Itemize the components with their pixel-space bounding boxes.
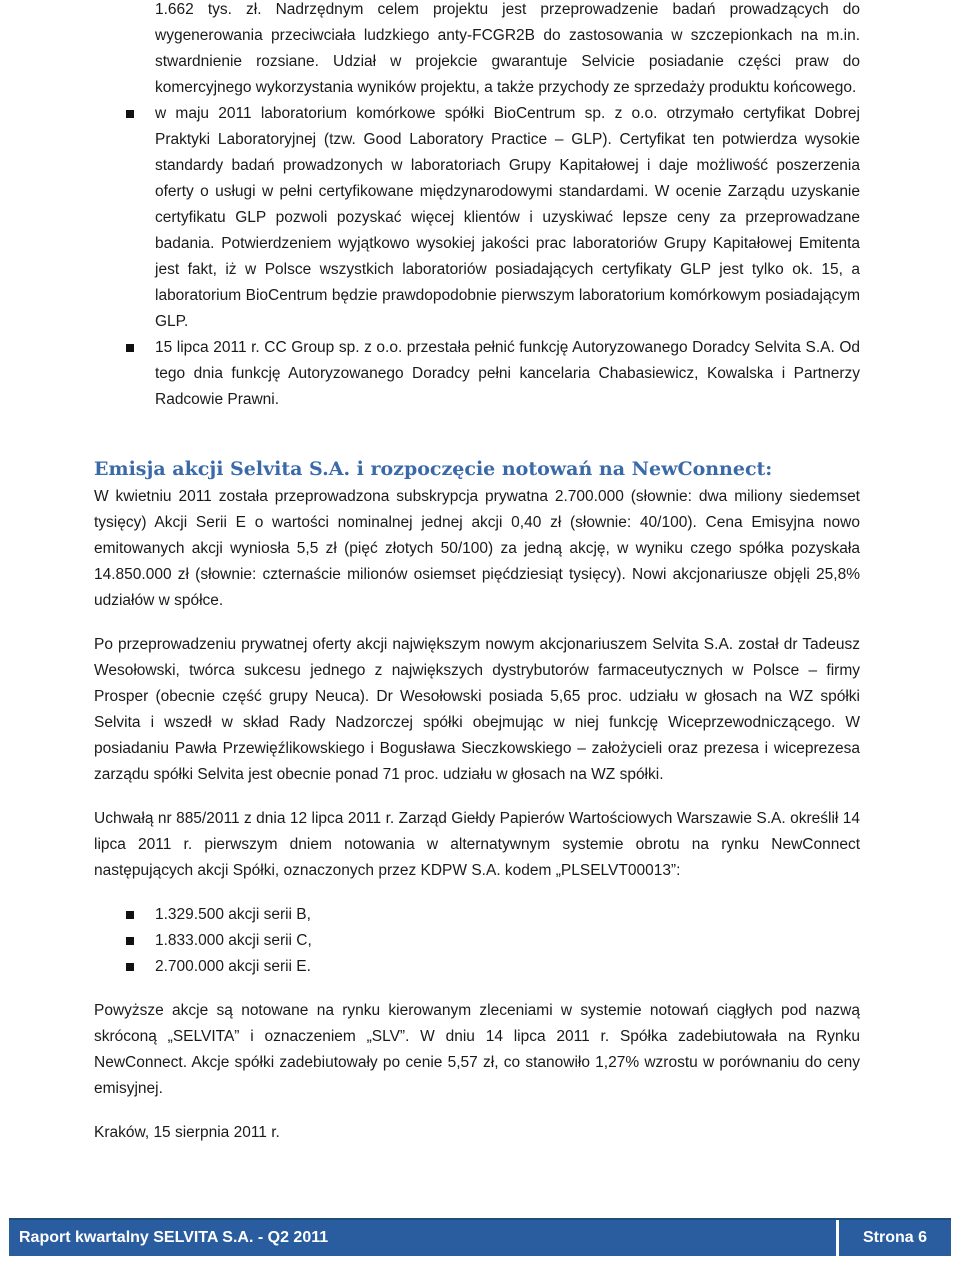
section-block xyxy=(94,456,860,1146)
bullet-list-shares xyxy=(94,902,860,980)
list-item xyxy=(94,101,860,335)
list-item-text: 2.700.000 akcji serii E. xyxy=(155,958,311,975)
bullet-square-icon xyxy=(126,937,134,945)
paragraph: W kwietniu 2011 została przeprowadzona subskrypcja prywatna 2.700.000 (słownie: dwa miliony siedemset tysięcy) Akcji Serii E o wartości nominalnej jednej akcji 0,40 zł (słownie: 40/100). Cena Emisyjna nowo emitowanych akcji wyniosła 5,5 zł (pięć złotych 50/100) za jedną akcję, w wyniku czego spółka pozyskała 14.850.000 zł (słownie: czternaście milionów osiemset pięćdziesiąt tysięcy). Nowi akcjonariusze objęli 25,8% udziałów w spółce. xyxy=(94,488,860,609)
footer-page-number: Strona 6 xyxy=(839,1220,951,1256)
list-item-text: 1.329.500 akcji serii B, xyxy=(155,906,311,923)
page-footer xyxy=(9,1218,951,1256)
list-item xyxy=(94,335,860,413)
bullet-square-icon xyxy=(126,110,134,118)
list-item-text: w maju 2011 laboratorium komórkowe spółki BioCentrum sp. z o.o. otrzymało certyfikat Dobrej Praktyki Laboratoryjnej (tzw. Good Laboratory Practice – GLP). Certyfikat ten potwierdza wysokie standardy badań prowadzonych w laboratoriach Grupy Kapitałowej i daje możliwość poszerzenia oferty o usługi w pełni certyfikowane międzynarodowymi standardami. W ocenie Zarządu uzyskanie certyfikatu GLP pozwoli pozyskać więcej klientów i uzyskiwać lepsze ceny za przeprowadzane badania. Potwierdzeniem wyjątkowo wysokiej jakości prac laboratoriów Grupy Kapitałowej Emitenta jest fakt, iż w Polsce wszystkich laboratoriów posiadających certyfikaty GLP jest tylko ok. 15, a laboratorium BioCentrum będzie prawdopodobnie pierwszym laboratorium komórkowym posiadającym GLP. xyxy=(155,105,860,330)
list-item-text: 15 lipca 2011 r. CC Group sp. z o.o. przestała pełnić funkcję Autoryzowanego Doradcy Selvita S.A. Od tego dnia funkcję Autoryzowanego Doradcy pełni kancelaria Chabasiewicz, Kowalska i Partnerzy Radcowie Prawni. xyxy=(155,339,860,408)
paragraph: Powyższe akcje są notowane na rynku kierowanym zleceniami w systemie notowań ciągłych pod nazwą skróconą „SELVITA” i oznaczeniem „SLV”. W dniu 14 lipca 2011 r. Spółka zadebiutowała na Rynku NewConnect. Akcje spółki zadebiutowały po cenie 5,57 zł, co stanowiło 1,27% wzrostu w porównaniu do ceny emisyjnej. xyxy=(94,1002,860,1097)
bullet-list-top xyxy=(94,101,860,413)
list-item xyxy=(94,954,860,980)
list-item xyxy=(94,902,860,928)
list-item xyxy=(94,928,860,954)
bullet-square-icon xyxy=(126,911,134,919)
bullet-square-icon xyxy=(126,963,134,971)
paragraph: Uchwałą nr 885/2011 z dnia 12 lipca 2011 r. Zarząd Giełdy Papierów Wartościowych Warszawie S.A. określił 14 lipca 2011 r. pierwszym dniem notowania w alternatywnym systemie obrotu na rynku NewConnect następujących akcji Spółki, oznaczonych przez KDPW S.A. kodem „PLSELVT00013”: xyxy=(94,810,860,879)
top-block xyxy=(94,0,860,413)
continuation-paragraph: 1.662 tys. zł. Nadrzędnym celem projektu jest przeprowadzenie badań prowadzących do wygenerowania przeciwciała ludzkiego anty-FCGR2B do zastosowania w szczepionkach na m.in. stwardnienie rozsiane. Udział w projekcie gwarantuje Selvicie posiadanie części praw do komercyjnego wykorzystania wyników projektu, a także przychody ze sprzedaży produktu końcowego. xyxy=(155,1,860,96)
footer-report-title: Raport kwartalny SELVITA S.A. - Q2 2011 xyxy=(9,1220,836,1256)
sign-off: Kraków, 15 sierpnia 2011 r. xyxy=(94,1124,280,1141)
section-heading: Emisja akcji Selvita S.A. i rozpoczęcie notowań na NewConnect: xyxy=(94,458,773,480)
paragraph: Po przeprowadzeniu prywatnej oferty akcji największym nowym akcjonariuszem Selvita S.A. został dr Tadeusz Wesołowski, twórca sukcesu jednego z największych dystrybutorów farmaceutycznych w Polsce – firmy Prosper (obecnie część grupy Neuca). Dr Wesołowski posiada 5,65 proc. udziału w głosach na WZ spółki Selvita i wszedł w skład Rady Nadzorczej spółki obejmując w niej funkcję Wiceprzewodniczącego. W posiadaniu Pawła Przewięźlikowskiego i Bogusława Sieczkowskiego – założycieli oraz prezesa i wiceprezesa zarządu spółki Selvita jest obecnie ponad 71 proc. udziału w głosach na WZ spółki. xyxy=(94,636,860,783)
bullet-square-icon xyxy=(126,344,134,352)
list-item-text: 1.833.000 akcji serii C, xyxy=(155,932,312,949)
